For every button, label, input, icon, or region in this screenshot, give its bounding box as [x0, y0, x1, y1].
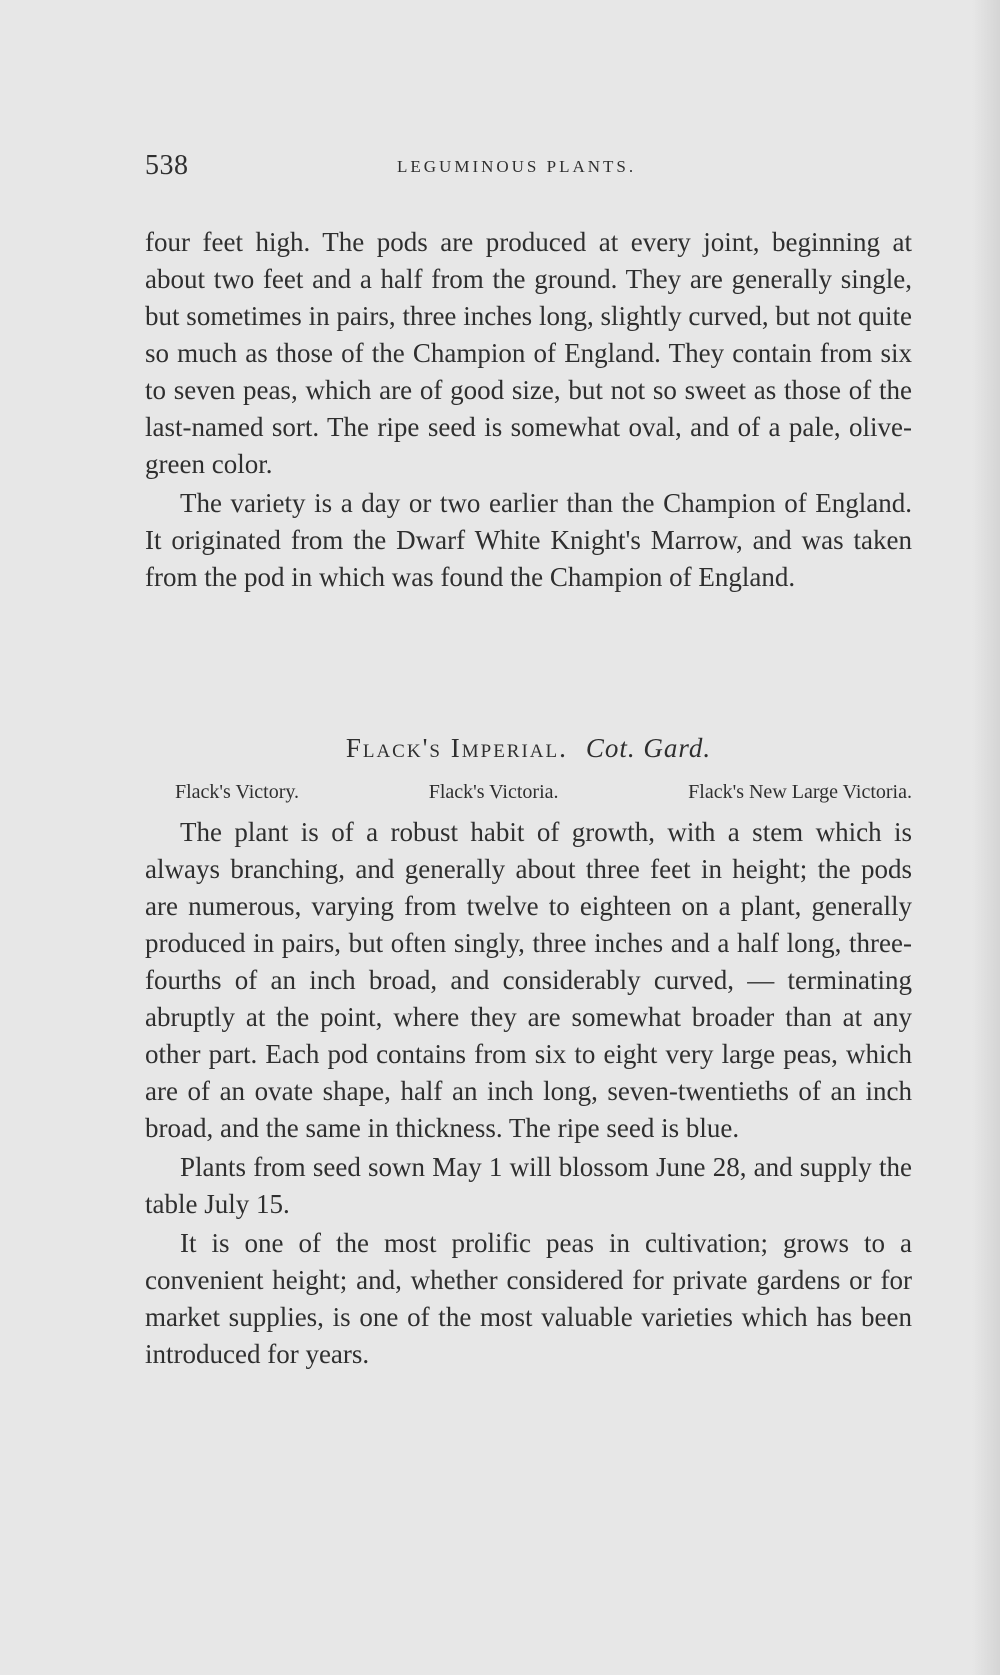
variety-authority: Cot. Gard.	[585, 733, 712, 763]
paragraph: The plant is of a robust habit of growth, with a stem which is always branching, and generally about three feet in height; the pods are numerous, varying from twelve to eighteen on a plant, generally produced in pairs, but often singly, three inches and a half long, three-fourths of an inch broad, and considerably curved, — terminating abruptly at the point, where they are somewhat broader than at any other part. Each pod contains from six to eight very large peas, which are of an ovate shape, half an inch long, seven-twentieths of an inch broad, and the same in thickness. The ripe seed is blue.	[145, 817, 912, 1143]
paragraph: The variety is a day or two earlier than the Champion of England. It originated from the Dwarf White Knight's Marrow, and was taken from the pod in which was found the Champion of England.	[145, 488, 912, 592]
running-head: LEGUMINOUS PLANTS.	[397, 157, 637, 176]
paragraph: four feet high. The pods are produced at every joint, beginning at about two feet and a half from the ground. They are generally single, but sometimes in pairs, three inches long, slightly curved, but not quite so much as those of the Champion of England. They contain from six to seven peas, which are of good size, but not so sweet as those of the last-named sort. The ripe seed is somewhat oval, and of a pale, olive-green color.	[145, 227, 912, 479]
variety-description	[145, 814, 912, 1373]
continued-text-block	[145, 224, 912, 596]
page-edge-shadow	[972, 0, 1000, 1675]
page-header	[145, 150, 912, 186]
paragraph: Plants from seed sown May 1 will blossom June 28, and supply the table July 15.	[145, 1152, 912, 1219]
synonym-list	[175, 781, 912, 804]
synonym-item: Flack's New Large Victoria.	[688, 781, 912, 803]
synonym-item: Flack's Victoria.	[428, 781, 559, 803]
synonym-item: Flack's Victory.	[175, 781, 300, 803]
variety-name: Flack's Imperial.	[345, 733, 568, 763]
page-number: 538	[145, 150, 189, 181]
section-heading	[145, 733, 912, 764]
paragraph: It is one of the most prolific peas in cultivation; grows to a convenient height; and, whether considered for private gardens or for market supplies, is one of the most valuable varieties which has been introduced for years.	[145, 1228, 912, 1369]
